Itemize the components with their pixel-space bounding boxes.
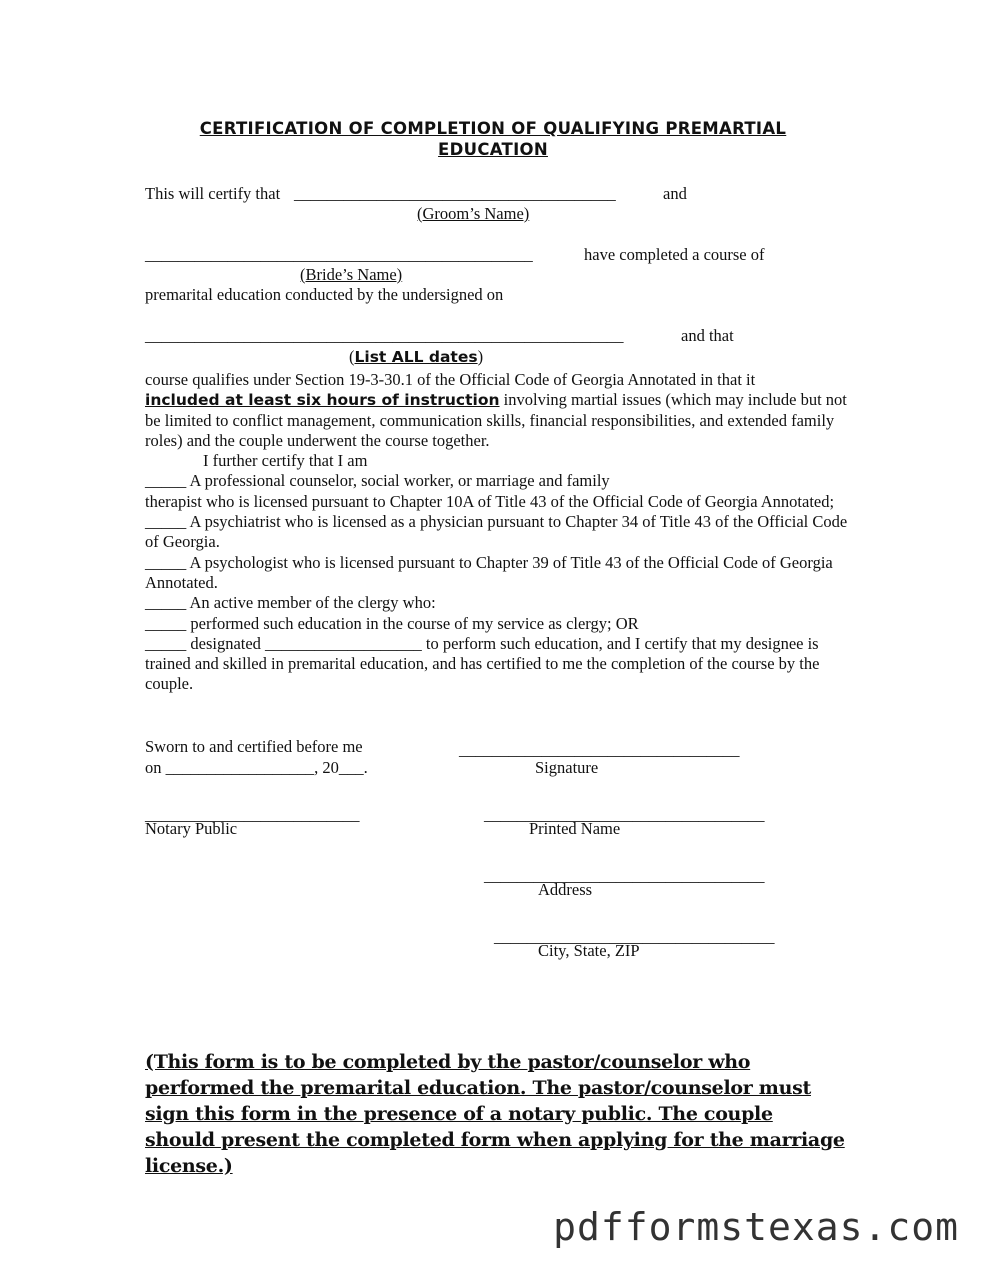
city-state-zip-field[interactable]: __________________________________	[494, 927, 775, 946]
bride-name-field[interactable]: _______________________________________________	[145, 245, 533, 264]
signature-field[interactable]: __________________________________	[459, 740, 740, 759]
printed-name-field[interactable]: __________________________________	[484, 805, 765, 824]
city-state-zip-label: City, State, ZIP	[538, 941, 640, 960]
and-that-text: and that	[681, 326, 734, 345]
address-label: Address	[538, 880, 593, 899]
signature-label: Signature	[535, 758, 599, 777]
option-psychologist[interactable]: _____ A psychologist who is licensed pursuant to Chapter 39 of Title 43 of the Official Code of Georgia Annotated.	[145, 552, 833, 592]
dates-label-close: )	[477, 347, 484, 366]
option-counselor-line1[interactable]: _____ A professional counselor, social worker, or marriage and family	[145, 471, 610, 491]
notary-field[interactable]: __________________________	[145, 805, 360, 824]
dates-field[interactable]: __________________________________________________________	[145, 326, 624, 345]
dates-label	[349, 347, 483, 367]
document-title	[140, 118, 846, 160]
notary-label: Notary Public	[145, 819, 238, 838]
further-certify: I further certify that I am	[203, 451, 368, 471]
dates-label-open: (	[349, 347, 355, 366]
have-completed-text: have completed a course of	[584, 245, 765, 264]
qualifies-line: course qualifies under Section 19-3-30.1 of the Official Code of Georgia Annotated in that it	[145, 370, 756, 389]
sworn-line: Sworn to and certified before me	[145, 737, 363, 756]
watermark-text: pdfformstexas.com	[553, 1205, 959, 1249]
sworn-date-field[interactable]: on __________________, 20___.	[145, 758, 368, 777]
bride-name-label: (Bride’s Name)	[300, 265, 403, 284]
dates-label-bold: List ALL dates	[354, 348, 478, 366]
conducted-line: premarital education conducted by the undersigned on	[145, 285, 504, 304]
groom-name-label: (Groom’s Name)	[417, 204, 530, 223]
option-clergy-designated[interactable]: _____ designated ___________________ to perform such education, and I certify that my designee is trained and skilled in premarital education, and has certified to me the completion of the course by the couple.	[145, 633, 820, 694]
option-counselor-rest: therapist who is licensed pursuant to Chapter 10A of Title 43 of the Official Code of Georgia Annotated;	[145, 491, 835, 511]
option-clergy[interactable]: _____ An active member of the clergy who:	[145, 593, 436, 613]
printed-name-label: Printed Name	[529, 819, 621, 838]
qualification-paragraph	[145, 370, 850, 695]
certify-prefix: This will certify that	[145, 184, 281, 203]
instructions-note: (This form is to be completed by the pastor/counselor who performed the premarital education. The pastor/counselor must sign this form in the presence of a notary public. The couple should present the completed form when applying for the marriage license.)	[145, 1051, 845, 1177]
address-field[interactable]: __________________________________	[484, 866, 765, 885]
involving-text-block	[145, 390, 850, 451]
involving-text: involving martial issues (which may include but not be limited to conflict management, communication skills, financial responsibilities, and extended family roles) and the couple underwent the course together.	[145, 390, 847, 450]
groom-name-field[interactable]: _______________________________________	[294, 184, 616, 203]
title-line-2: EDUCATION	[438, 140, 548, 159]
and-word: and	[663, 184, 687, 203]
option-clergy-performed[interactable]: _____ performed such education in the course of my service as clergy; OR	[145, 613, 639, 633]
six-hours-emphasis: included at least six hours of instruction	[145, 391, 500, 410]
option-psychiatrist[interactable]: _____ A psychiatrist who is licensed as a physician pursuant to Chapter 34 of Title 43 of the Official Code of Georgia.	[145, 512, 848, 552]
title-line-1: CERTIFICATION OF COMPLETION OF QUALIFYING PREMARTIAL	[199, 119, 787, 138]
